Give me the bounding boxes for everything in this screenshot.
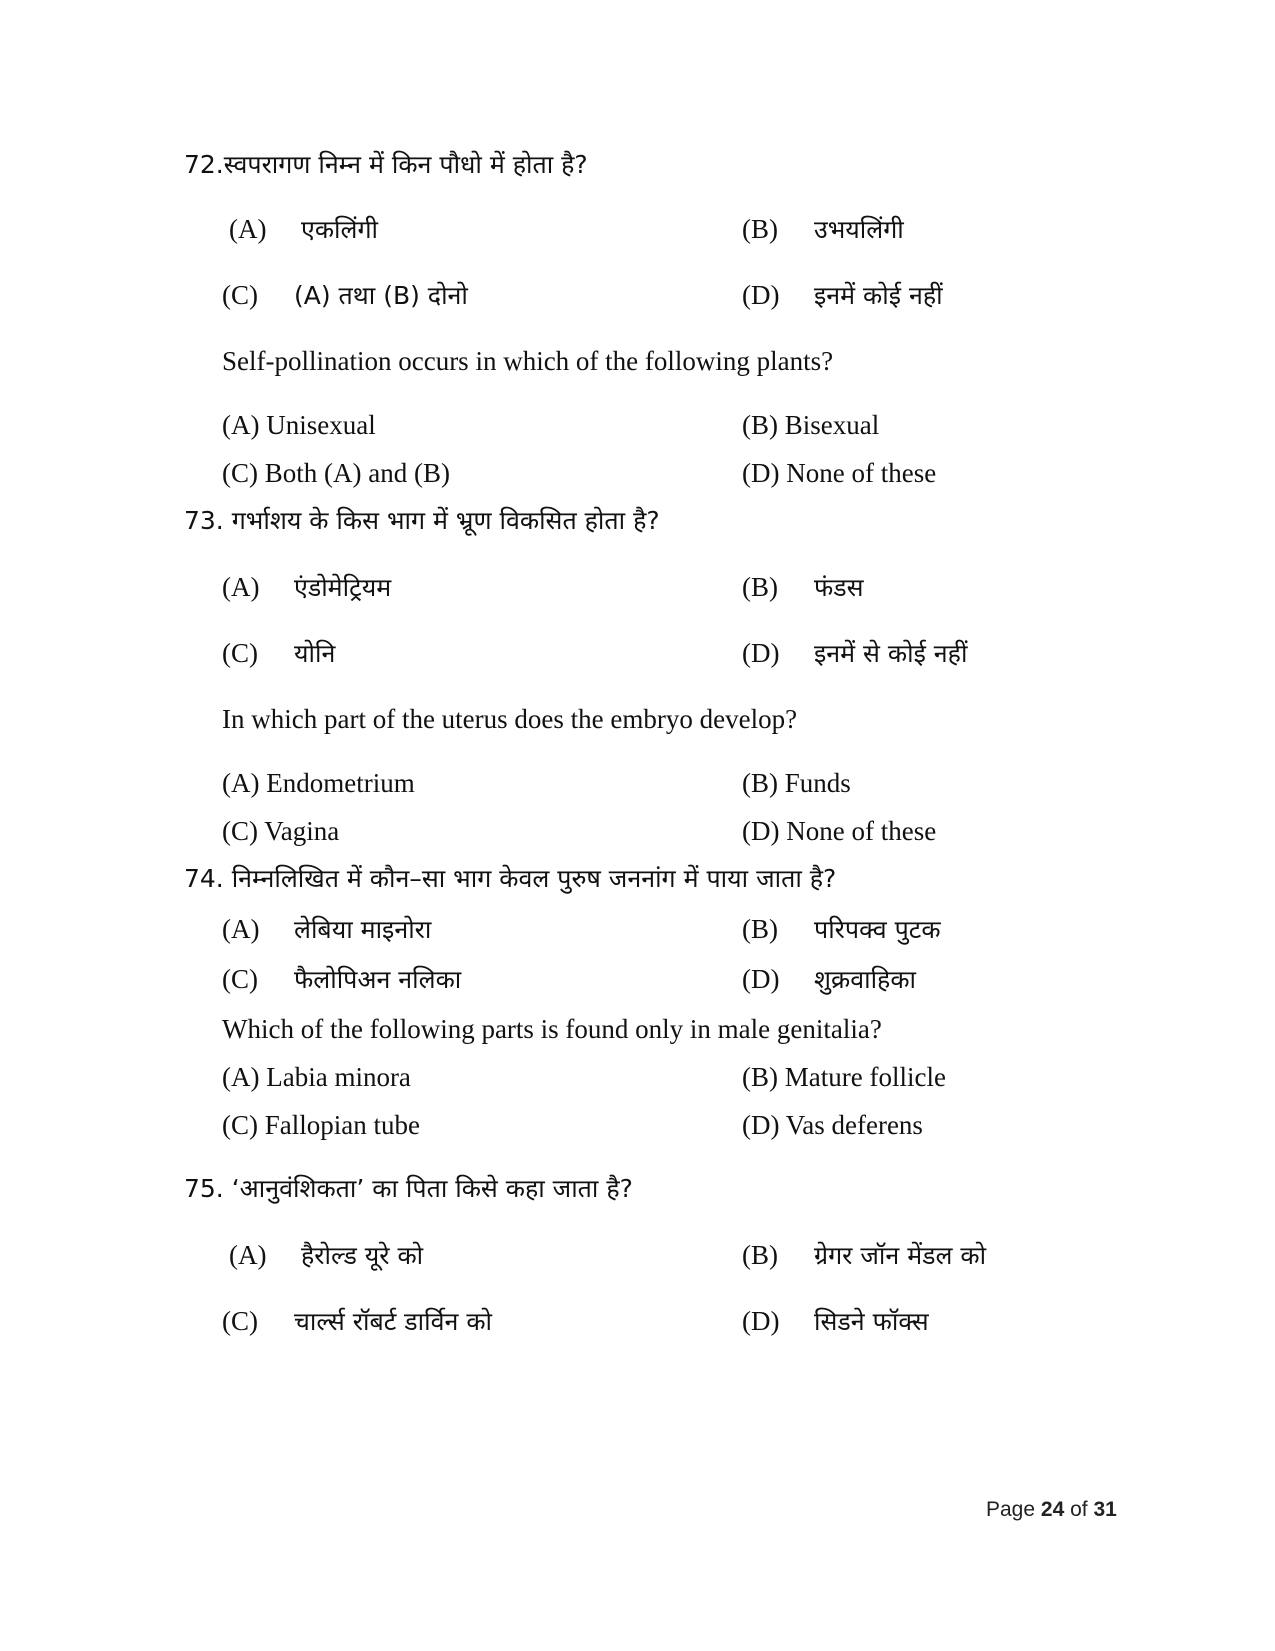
q74-hi-option-c <box>222 962 461 997</box>
option-text: इनमें से कोई नहीं <box>814 639 968 668</box>
question-73-english: In which part of the uterus does the embryo develop? <box>222 704 798 734</box>
option-label: (A) <box>222 572 260 602</box>
option-text: इनमें कोई नहीं <box>814 281 943 310</box>
page-prefix: Page <box>986 1498 1036 1521</box>
option-label: (D) <box>742 964 780 994</box>
q75-hi-option-c <box>222 1304 492 1339</box>
q73-hi-option-c <box>222 636 335 671</box>
option-label: (D) <box>742 638 780 668</box>
option-text: फंडस <box>814 573 864 602</box>
q74-hi-option-b <box>742 912 941 947</box>
q73-hi-option-a <box>222 570 391 605</box>
q72-en-option-c: (C) Both (A) and (B) <box>222 458 450 488</box>
option-text: एकलिंगी <box>301 215 379 244</box>
q72-en-option-d: (D) None of these <box>742 458 937 488</box>
q73-en-option-d: (D) None of these <box>742 816 937 846</box>
option-label: (C) <box>222 1306 258 1336</box>
option-text: फैलोपिअन नलिका <box>294 965 462 994</box>
q72-hi-option-a <box>229 212 378 247</box>
q73-hi-option-d <box>742 636 967 671</box>
option-text: ग्रेगर जॉन मेंडल को <box>814 1241 987 1270</box>
option-text: चार्ल्स रॉबर्ट डार्विन को <box>294 1307 493 1336</box>
q74-en-option-a: (A) Labia minora <box>222 1062 411 1092</box>
option-text: हैरोल्ड यूरे को <box>301 1241 424 1270</box>
page-current: 24 <box>1040 1498 1065 1521</box>
option-text: शुक्रवाहिका <box>814 965 917 994</box>
page-total: 31 <box>1093 1498 1117 1521</box>
q75-hi-option-d <box>742 1304 929 1339</box>
option-label: (C) <box>222 280 258 310</box>
q74-en-option-b: (B) Mature follicle <box>742 1062 946 1092</box>
q72-hi-option-d <box>742 278 943 313</box>
q74-hi-option-d <box>742 962 916 997</box>
option-label: (B) <box>742 214 778 244</box>
option-label: (A) <box>222 914 260 944</box>
q72-hi-option-c <box>222 278 468 313</box>
question-73-hindi: 73. गर्भाशय के किस भाग में भ्रूण विकसित होता है? <box>184 506 660 535</box>
option-text: योनि <box>294 639 336 668</box>
question-72-english: Self-pollination occurs in which of the following plants? <box>222 346 834 376</box>
option-text: परिपक्व पुटक <box>814 915 941 944</box>
q73-en-option-a: (A) Endometrium <box>222 768 415 798</box>
question-74-hindi: 74. निम्नलिखित में कौन–सा भाग केवल पुरुष जननांग में पाया जाता है? <box>184 864 837 893</box>
q72-en-option-b: (B) Bisexual <box>742 410 880 440</box>
question-75-hindi: 75. ‘आनुवंशिकता’ का पिता किसे कहा जाता है? <box>184 1174 633 1203</box>
q74-en-option-d: (D) Vas deferens <box>742 1110 923 1140</box>
option-label: (A) <box>229 214 267 244</box>
q73-hi-option-b <box>742 570 864 605</box>
option-label: (D) <box>742 1306 780 1336</box>
option-label: (D) <box>742 280 780 310</box>
question-74-english: Which of the following parts is found only in male genitalia? <box>222 1014 882 1044</box>
option-label: (B) <box>742 914 778 944</box>
option-label: (B) <box>742 1240 778 1270</box>
q73-en-option-c: (C) Vagina <box>222 816 340 846</box>
q72-hi-option-b <box>742 212 904 247</box>
q73-en-option-b: (B) Funds <box>742 768 851 798</box>
option-text: उभयलिंगी <box>814 215 904 244</box>
question-72-hindi: 72.स्वपरागण निम्न में किन पौधो में होता है? <box>184 150 588 179</box>
q74-en-option-c: (C) Fallopian tube <box>222 1110 420 1140</box>
option-label: (C) <box>222 964 258 994</box>
option-label: (B) <box>742 572 778 602</box>
option-text: एंडोमेट्रियम <box>294 573 392 602</box>
page-sep: of <box>1070 1498 1088 1521</box>
option-text: सिडने फॉक्स <box>814 1307 929 1336</box>
q72-en-option-a: (A) Unisexual <box>222 410 376 440</box>
page-number <box>986 1498 1117 1522</box>
option-label: (C) <box>222 638 258 668</box>
q74-hi-option-a <box>222 912 431 947</box>
q75-hi-option-a <box>229 1238 423 1273</box>
option-text: (A) तथा (B) दोनो <box>294 281 468 310</box>
option-label: (A) <box>229 1240 267 1270</box>
q75-hi-option-b <box>742 1238 986 1273</box>
option-text: लेबिया माइनोरा <box>294 915 432 944</box>
